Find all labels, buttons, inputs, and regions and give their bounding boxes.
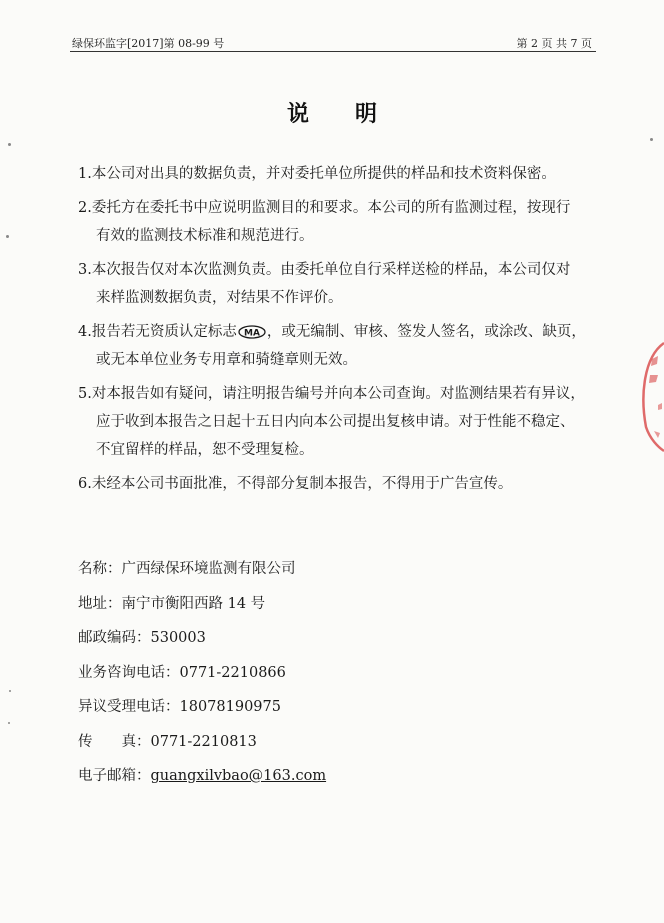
contact-row-email xyxy=(78,767,326,802)
notice-text: ，或无编制、审核、签发人签名，或涂改、缺页， xyxy=(266,324,586,340)
notice-line: 不宜留样的样品，恕不受理复检。 xyxy=(96,442,314,458)
notice-list xyxy=(78,160,614,504)
notice-line xyxy=(78,318,614,346)
contact-row-name xyxy=(78,560,326,595)
contact-label: 名称： xyxy=(78,561,122,577)
contact-info xyxy=(78,560,326,802)
notice-line: 有效的监测技术标准和规范进行。 xyxy=(96,228,314,244)
contact-row-address xyxy=(78,595,326,630)
scan-speck xyxy=(8,143,11,146)
company-address: 南宁市衡阳西路 14 号 xyxy=(121,595,266,612)
notice-line: 或无本单位业务专用章和骑缝章则无效。 xyxy=(96,352,357,368)
contact-label: 传 真： xyxy=(78,733,151,750)
contact-row-complaint-phone xyxy=(78,698,326,733)
postcode: 530003 xyxy=(150,630,206,646)
email-address: guangxilvbao@163.com xyxy=(150,768,327,784)
contact-row-fax xyxy=(78,733,326,768)
page-number: 第 2 页 共 7 页 xyxy=(516,37,592,50)
notice-line: 3.本次报告仅对本次监测负责。由委托单位自行采样送检的样品，本公司仅对 xyxy=(78,262,571,278)
page-title: 说明 xyxy=(286,101,423,127)
contact-row-postcode xyxy=(78,629,326,664)
contact-label: 邮政编码： xyxy=(78,630,151,646)
scan-speck xyxy=(9,690,11,692)
notice-line: 6.未经本公司书面批准，不得部分复制本报告，不得用于广告宣传。 xyxy=(78,476,513,492)
notice-item-1 xyxy=(78,160,614,188)
notice-line: 5.对本报告如有疑问，请注明报告编号并向本公司查询。对监测结果若有异议， xyxy=(78,386,585,402)
fax-number: 0771-2210813 xyxy=(150,733,257,750)
notice-line: 来样监测数据负责，对结果不作评价。 xyxy=(96,290,343,306)
notice-text: 4.报告若无资质认定标志 xyxy=(78,324,237,340)
red-seal-fragment xyxy=(638,335,664,455)
contact-row-business-phone xyxy=(78,664,326,699)
ma-certification-mark-icon xyxy=(238,325,266,339)
contact-label: 电子邮箱： xyxy=(78,768,151,784)
ma-mark-text: MA xyxy=(243,328,260,339)
notice-line: 1.本公司对出具的数据负责，并对委托单位所提供的样品和技术资料保密。 xyxy=(78,166,556,182)
complaint-phone: 18078190975 xyxy=(179,699,281,715)
business-phone: 0771-2210866 xyxy=(179,664,286,681)
header-divider xyxy=(70,51,596,52)
contact-label: 业务咨询电话： xyxy=(78,664,180,681)
scan-speck xyxy=(650,138,653,141)
notice-line: 应于收到本报告之日起十五日内向本公司提出复核申请。对于性能不稳定、 xyxy=(96,414,575,430)
notice-item-5 xyxy=(78,380,614,464)
scan-speck xyxy=(8,722,10,724)
notice-item-6 xyxy=(78,470,614,498)
report-reference-number: 绿保环监字[2017]第 08-99 号 xyxy=(72,37,225,50)
scan-speck xyxy=(6,235,9,238)
page-header xyxy=(72,35,592,51)
notice-item-3 xyxy=(78,256,614,312)
notice-item-2 xyxy=(78,194,614,250)
contact-label: 地址： xyxy=(78,595,122,612)
contact-label: 异议受理电话： xyxy=(78,699,180,715)
notice-line: 2.委托方在委托书中应说明监测目的和要求。本公司的所有监测过程，按现行 xyxy=(78,200,571,216)
notice-item-4 xyxy=(78,318,614,374)
company-name: 广西绿保环境监测有限公司 xyxy=(121,561,296,577)
